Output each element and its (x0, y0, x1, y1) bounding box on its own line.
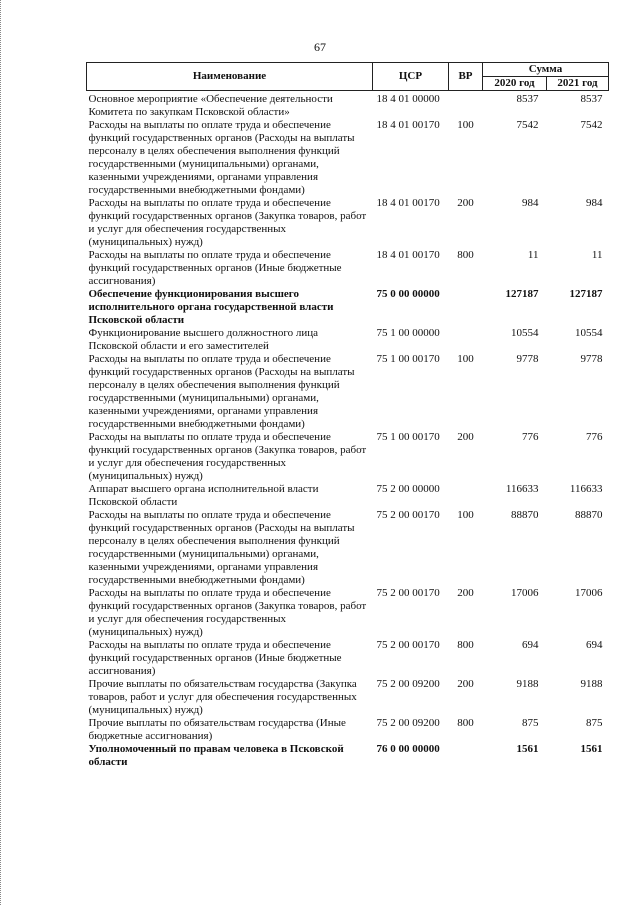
row-vr-cell: 100 (457, 119, 474, 131)
row-csr-cell: 75 2 00 00170 (376, 509, 440, 521)
row-name-cell: Расходы на выплаты по оплате труда и обеспечение функций государственных органов (Закупка товаров, работ и услуг для обеспечения государственных (муниципальных) нужд) (88, 197, 367, 248)
header-csr: ЦСР (373, 63, 449, 91)
row-vr-cell: 800 (457, 717, 474, 729)
header-name: Наименование (87, 63, 373, 91)
table-row (87, 678, 609, 717)
header-vr: ВР (449, 63, 483, 91)
row-vr-cell: 100 (457, 353, 474, 365)
row-sum-2020-cell: 9188 (516, 678, 539, 690)
row-vr-cell: 200 (457, 678, 474, 690)
row-csr-cell: 75 2 00 00170 (376, 639, 440, 651)
header-year-2021: 2021 год (547, 77, 609, 91)
row-name-cell: Расходы на выплаты по оплате труда и обеспечение функций государственных органов (Закупка товаров, работ и услуг для обеспечения государственных (муниципальных) нужд) (88, 587, 367, 638)
row-sum-2020-cell: 11 (527, 249, 539, 261)
row-csr-cell: 75 1 00 00170 (376, 431, 440, 443)
row-csr-cell: 18 4 01 00170 (376, 249, 440, 261)
table-body (87, 91, 609, 770)
row-sum-2021-cell: 17006 (575, 587, 603, 599)
row-name-cell: Функционирование высшего должностного лица Псковской области и его заместителей (88, 327, 319, 352)
row-sum-2020-cell: 1561 (516, 743, 539, 755)
row-sum-2021-cell: 8537 (580, 93, 603, 105)
table-row (87, 639, 609, 678)
row-csr-cell: 18 4 01 00170 (376, 197, 440, 209)
row-vr-cell (449, 91, 483, 120)
row-sum-2021-cell: 9188 (580, 678, 603, 690)
row-sum-2021-cell: 9778 (580, 353, 603, 365)
table-row (87, 197, 609, 249)
row-csr-cell: 75 2 00 00000 (376, 483, 440, 495)
row-name-cell: Обеспечение функционирования высшего исполнительного органа государственной власти Псковской области (88, 288, 334, 326)
row-sum-2021-cell: 776 (586, 431, 603, 443)
row-vr-cell: 800 (457, 249, 474, 261)
table-row (87, 431, 609, 483)
row-sum-2020-cell: 7542 (516, 119, 539, 131)
table-row (87, 288, 609, 327)
row-name-cell: Расходы на выплаты по оплате труда и обеспечение функций государственных органов (Иные бюджетные ассигнования) (88, 639, 342, 677)
table-header (87, 63, 609, 91)
row-vr-cell: 100 (457, 509, 474, 521)
row-sum-2021-cell: 694 (586, 639, 603, 651)
row-sum-2021-cell: 1561 (580, 743, 603, 755)
scan-edge-line (0, 0, 2, 905)
row-sum-2021-cell: 11 (591, 249, 603, 261)
row-name-cell: Основное мероприятие «Обеспечение деятельности Комитета по закупкам Псковской области» (88, 93, 333, 118)
row-csr-cell: 75 2 00 00170 (376, 587, 440, 599)
table-row (87, 91, 609, 120)
row-name-cell: Прочие выплаты по обязательствам государства (Иные бюджетные ассигнования) (88, 717, 346, 742)
header-sum: Сумма (483, 63, 609, 77)
row-sum-2021-cell: 10554 (575, 327, 603, 339)
row-name-cell: Расходы на выплаты по оплате труда и обеспечение функций государственных органов (Расходы на выплаты персоналу в целях обеспечения выполнения функций государственными (муниципальными) органами, казенными учреждениями, органами управления государственными внебюджетными фондами) (88, 509, 355, 586)
row-sum-2020-cell: 9778 (516, 353, 539, 365)
row-sum-2021-cell: 127187 (569, 288, 603, 300)
row-name-cell: Расходы на выплаты по оплате труда и обеспечение функций государственных органов (Расходы на выплаты персоналу в целях обеспечения выполнения функций государственными (муниципальными) органами, казенными учреждениями, органами управления государственными внебюджетными фондами) (88, 353, 355, 430)
table-row (87, 327, 609, 353)
row-csr-cell: 18 4 01 00000 (376, 93, 440, 105)
row-sum-2020-cell: 694 (522, 639, 539, 651)
row-vr-cell (449, 288, 483, 327)
header-year-2020: 2020 год (483, 77, 547, 91)
row-csr-cell: 75 2 00 09200 (376, 678, 440, 690)
row-sum-2021-cell: 7542 (580, 119, 603, 131)
table-row (87, 509, 609, 587)
table-row (87, 353, 609, 431)
row-sum-2020-cell: 88870 (511, 509, 539, 521)
row-sum-2020-cell: 875 (522, 717, 539, 729)
table-row (87, 119, 609, 197)
table-row (87, 483, 609, 509)
budget-table (86, 62, 609, 769)
row-sum-2021-cell: 116633 (569, 483, 603, 495)
row-name-cell: Расходы на выплаты по оплате труда и обеспечение функций государственных органов (Закупка товаров, работ и услуг для обеспечения государственных (муниципальных) нужд) (88, 431, 367, 482)
row-name-cell: Аппарат высшего органа исполнительной власти Псковской области (88, 483, 319, 508)
row-vr-cell (449, 327, 483, 353)
table-row (87, 717, 609, 743)
row-name-cell: Расходы на выплаты по оплате труда и обеспечение функций государственных органов (Иные бюджетные ассигнования) (88, 249, 342, 287)
row-csr-cell: 76 0 00 00000 (376, 743, 440, 755)
row-sum-2020-cell: 17006 (511, 587, 539, 599)
row-csr-cell: 75 0 00 00000 (376, 288, 440, 300)
row-vr-cell: 200 (457, 197, 474, 209)
row-vr-cell: 200 (457, 587, 474, 599)
row-vr-cell: 200 (457, 431, 474, 443)
row-sum-2021-cell: 875 (586, 717, 603, 729)
page-number: 67 (314, 40, 326, 54)
row-csr-cell: 75 1 00 00170 (376, 353, 440, 365)
row-vr-cell: 800 (457, 639, 474, 651)
row-name-cell: Прочие выплаты по обязательствам государства (Закупка товаров, работ и услуг для обеспечения государственных (муниципальных) нужд) (88, 678, 357, 716)
row-sum-2021-cell: 984 (586, 197, 603, 209)
row-sum-2020-cell: 127187 (505, 288, 539, 300)
row-sum-2020-cell: 984 (522, 197, 539, 209)
table-row (87, 587, 609, 639)
table-row (87, 249, 609, 288)
table-row (87, 743, 609, 769)
row-sum-2020-cell: 10554 (511, 327, 539, 339)
row-sum-2020-cell: 116633 (505, 483, 539, 495)
row-csr-cell: 18 4 01 00170 (376, 119, 440, 131)
row-sum-2020-cell: 8537 (516, 93, 539, 105)
row-vr-cell (449, 483, 483, 509)
row-name-cell: Расходы на выплаты по оплате труда и обеспечение функций государственных органов (Расходы на выплаты персоналу в целях обеспечения выполнения функций государственными (муниципальными) органами, казенными учреждениями, органами управления государственными внебюджетными фондами) (88, 119, 355, 196)
row-sum-2020-cell: 776 (522, 431, 539, 443)
row-sum-2021-cell: 88870 (575, 509, 603, 521)
row-vr-cell (449, 743, 483, 769)
row-csr-cell: 75 2 00 09200 (376, 717, 440, 729)
row-csr-cell: 75 1 00 00000 (376, 327, 440, 339)
row-name-cell: Уполномоченный по правам человека в Псковской области (88, 743, 344, 768)
